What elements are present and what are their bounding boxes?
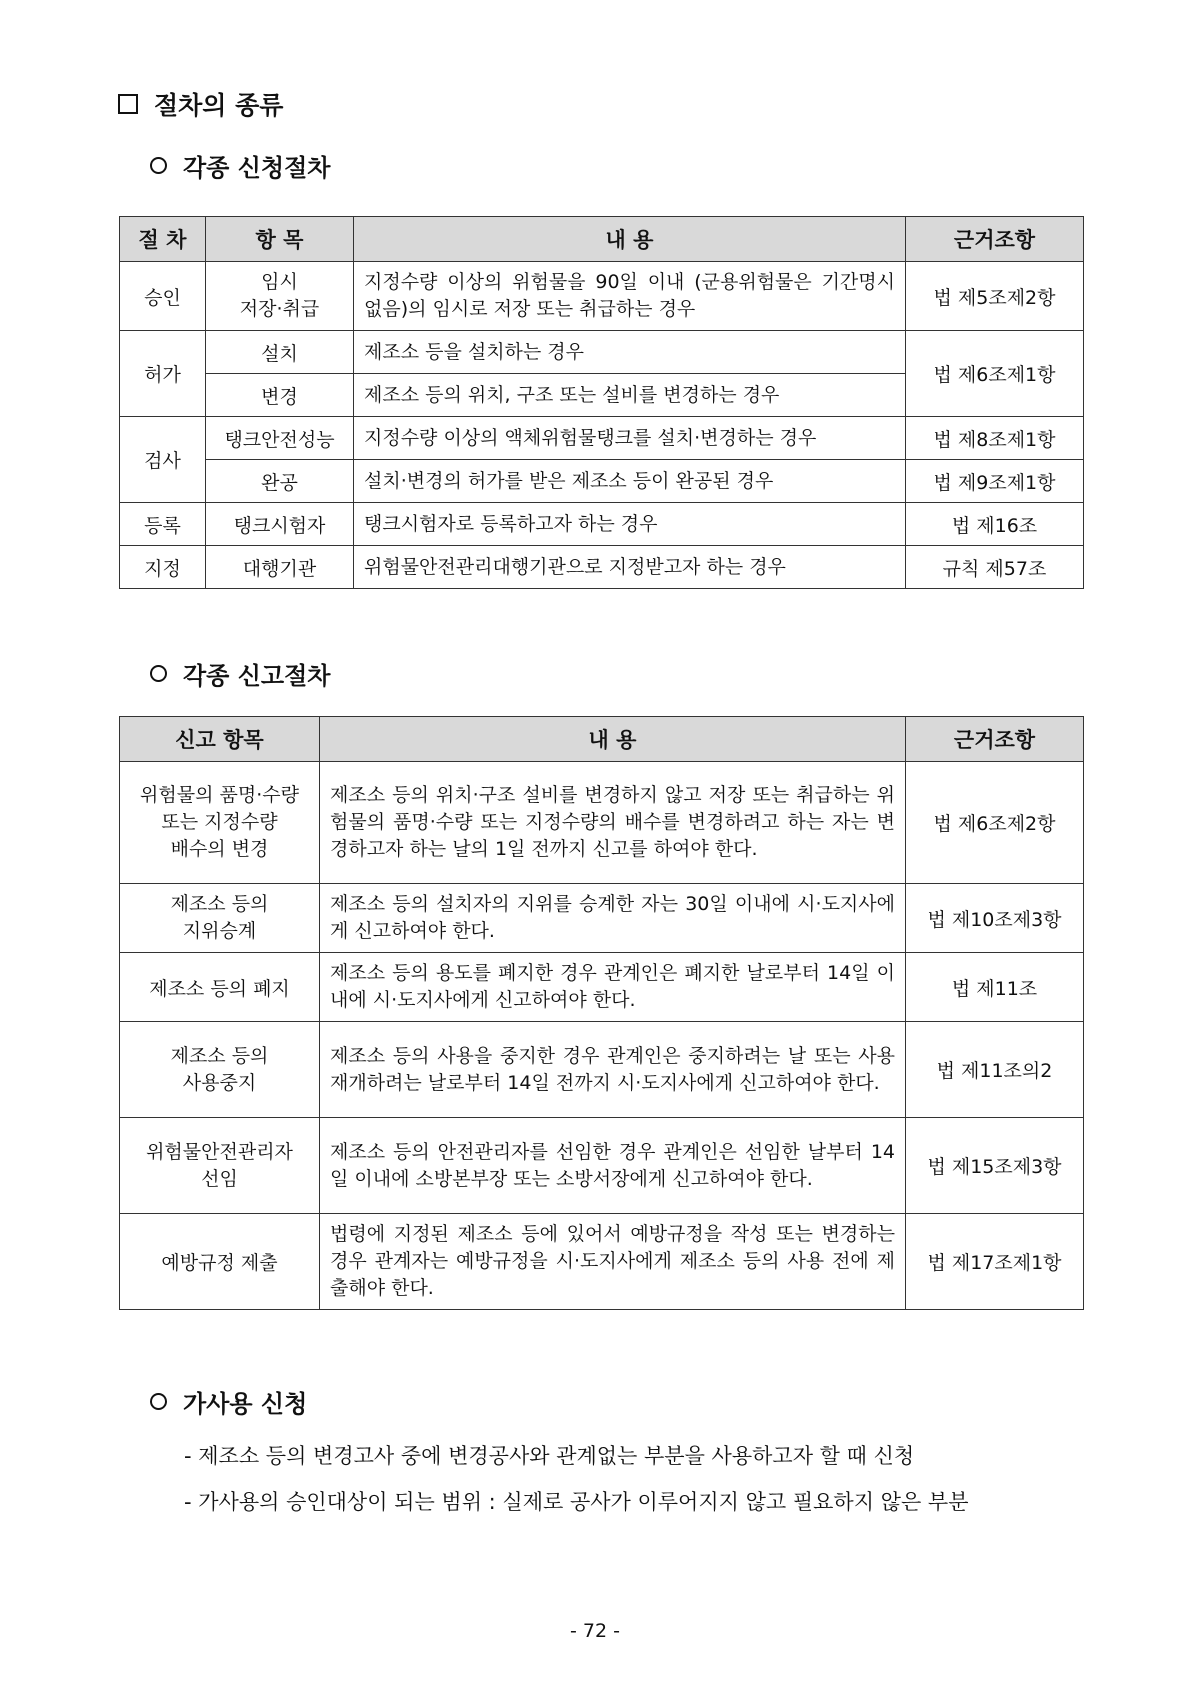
basis-cell: 법 제16조 bbox=[906, 503, 1084, 546]
content-cell: 법령에 지정된 제조소 등에 있어서 예방규정을 작성 또는 변경하는 경우 관계자는 예방규정을 시·도지사에게 제조소 등의 사용 전에 제출해야 한다. bbox=[320, 1214, 906, 1310]
proc-cell: 지정 bbox=[120, 546, 206, 589]
item-cell: 제조소 등의 폐지 bbox=[120, 953, 320, 1022]
item-cell: 예방규정 제출 bbox=[120, 1214, 320, 1310]
basis-cell: 법 제11조의2 bbox=[906, 1022, 1084, 1118]
temp-use-bullet: - 제조소 등의 변경고사 중에 변경공사와 관계없는 부분을 사용하고자 할 때 신청 bbox=[184, 1444, 915, 1468]
temp-use-heading-text: 가사용 신청 bbox=[183, 1390, 308, 1418]
application-heading bbox=[150, 148, 330, 183]
table-row bbox=[120, 762, 1084, 884]
table-row bbox=[120, 331, 1084, 374]
item-cell: 임시 저장·취급 bbox=[206, 262, 354, 331]
proc-cell: 검사 bbox=[120, 417, 206, 503]
checkbox-square-icon bbox=[118, 94, 138, 114]
item-cell: 설치 bbox=[206, 331, 354, 374]
table-row bbox=[120, 1118, 1084, 1214]
application-table bbox=[119, 216, 1084, 589]
item-cell: 제조소 등의 사용중지 bbox=[120, 1022, 320, 1118]
table-row bbox=[120, 460, 1084, 503]
table-row bbox=[120, 503, 1084, 546]
report-table bbox=[119, 716, 1084, 1310]
table-row bbox=[120, 546, 1084, 589]
content-cell: 지정수량 이상의 위험물을 90일 이내 (군용위험물은 기간명시 없음)의 임시로 저장 또는 취급하는 경우 bbox=[354, 262, 906, 331]
content-cell: 제조소 등의 설치자의 지위를 승계한 자는 30일 이내에 시·도지사에게 신고하여야 한다. bbox=[320, 884, 906, 953]
content-cell: 위험물안전관리대행기관으로 지정받고자 하는 경우 bbox=[354, 546, 906, 589]
content-cell: 제조소 등의 안전관리자를 선임한 경우 관계인은 선임한 날부터 14일 이내에 소방본부장 또는 소방서장에게 신고하여야 한다. bbox=[320, 1118, 906, 1214]
content-cell: 제조소 등의 사용을 중지한 경우 관계인은 중지하려는 날 또는 사용 재개하려는 날로부터 14일 전까지 시·도지사에게 신고하여야 한다. bbox=[320, 1022, 906, 1118]
content-cell: 지정수량 이상의 액체위험물탱크를 설치·변경하는 경우 bbox=[354, 417, 906, 460]
content-cell: 탱크시험자로 등록하고자 하는 경우 bbox=[354, 503, 906, 546]
content-cell: 설치·변경의 허가를 받은 제조소 등이 완공된 경우 bbox=[354, 460, 906, 503]
col-header-proc: 절 차 bbox=[120, 217, 206, 262]
table-row bbox=[120, 953, 1084, 1022]
item-cell: 위험물안전관리자 선임 bbox=[120, 1118, 320, 1214]
content-cell: 제조소 등의 위치·구조 설비를 변경하지 않고 저장 또는 취급하는 위험물의 품명·수량 또는 지정수량의 배수를 변경하려고 하는 자는 변경하고자 하는 날의 1일 전까지 신고를 하여야 한다. bbox=[320, 762, 906, 884]
col-header-content: 내 용 bbox=[320, 717, 906, 762]
col-header-basis: 근거조항 bbox=[906, 717, 1084, 762]
section-title-text: 절차의 종류 bbox=[154, 91, 284, 120]
proc-cell: 허가 bbox=[120, 331, 206, 417]
item-cell: 대행기관 bbox=[206, 546, 354, 589]
col-header-item: 신고 항목 bbox=[120, 717, 320, 762]
content-cell: 제조소 등의 용도를 폐지한 경우 관계인은 폐지한 날로부터 14일 이내에 시·도지사에게 신고하여야 한다. bbox=[320, 953, 906, 1022]
circle-bullet-icon bbox=[150, 665, 167, 682]
basis-cell: 법 제10조제3항 bbox=[906, 884, 1084, 953]
section-title bbox=[118, 86, 283, 122]
content-cell: 제조소 등의 위치, 구조 또는 설비를 변경하는 경우 bbox=[354, 374, 906, 417]
basis-cell: 법 제6조제1항 bbox=[906, 331, 1084, 417]
circle-bullet-icon bbox=[150, 157, 167, 174]
circle-bullet-icon bbox=[150, 1393, 167, 1410]
table-row bbox=[120, 417, 1084, 460]
col-header-basis: 근거조항 bbox=[906, 217, 1084, 262]
table-row bbox=[120, 1022, 1084, 1118]
basis-cell: 법 제5조제2항 bbox=[906, 262, 1084, 331]
basis-cell: 규칙 제57조 bbox=[906, 546, 1084, 589]
item-cell: 제조소 등의 지위승계 bbox=[120, 884, 320, 953]
application-heading-text: 각종 신청절차 bbox=[183, 154, 331, 182]
proc-cell: 승인 bbox=[120, 262, 206, 331]
table-row bbox=[120, 262, 1084, 331]
basis-cell: 법 제17조제1항 bbox=[906, 1214, 1084, 1310]
proc-cell: 등록 bbox=[120, 503, 206, 546]
table-row bbox=[120, 884, 1084, 953]
basis-cell: 법 제15조제3항 bbox=[906, 1118, 1084, 1214]
temp-use-heading bbox=[150, 1384, 307, 1419]
item-cell: 완공 bbox=[206, 460, 354, 503]
page-number: - 72 - bbox=[570, 1620, 620, 1642]
basis-cell: 법 제8조제1항 bbox=[906, 417, 1084, 460]
content-cell: 제조소 등을 설치하는 경우 bbox=[354, 331, 906, 374]
item-cell: 탱크시험자 bbox=[206, 503, 354, 546]
col-header-content: 내 용 bbox=[354, 217, 906, 262]
table-row bbox=[120, 1214, 1084, 1310]
temp-use-bullet: - 가사용의 승인대상이 되는 범위 : 실제로 공사가 이루어지지 않고 필요하지 않은 부분 bbox=[184, 1490, 969, 1514]
basis-cell: 법 제6조제2항 bbox=[906, 762, 1084, 884]
basis-cell: 법 제11조 bbox=[906, 953, 1084, 1022]
item-cell: 위험물의 품명·수량 또는 지정수량 배수의 변경 bbox=[120, 762, 320, 884]
basis-cell: 법 제9조제1항 bbox=[906, 460, 1084, 503]
col-header-item: 항 목 bbox=[206, 217, 354, 262]
report-heading-text: 각종 신고절차 bbox=[183, 662, 331, 690]
item-cell: 변경 bbox=[206, 374, 354, 417]
report-heading bbox=[150, 656, 330, 691]
item-cell: 탱크안전성능 bbox=[206, 417, 354, 460]
